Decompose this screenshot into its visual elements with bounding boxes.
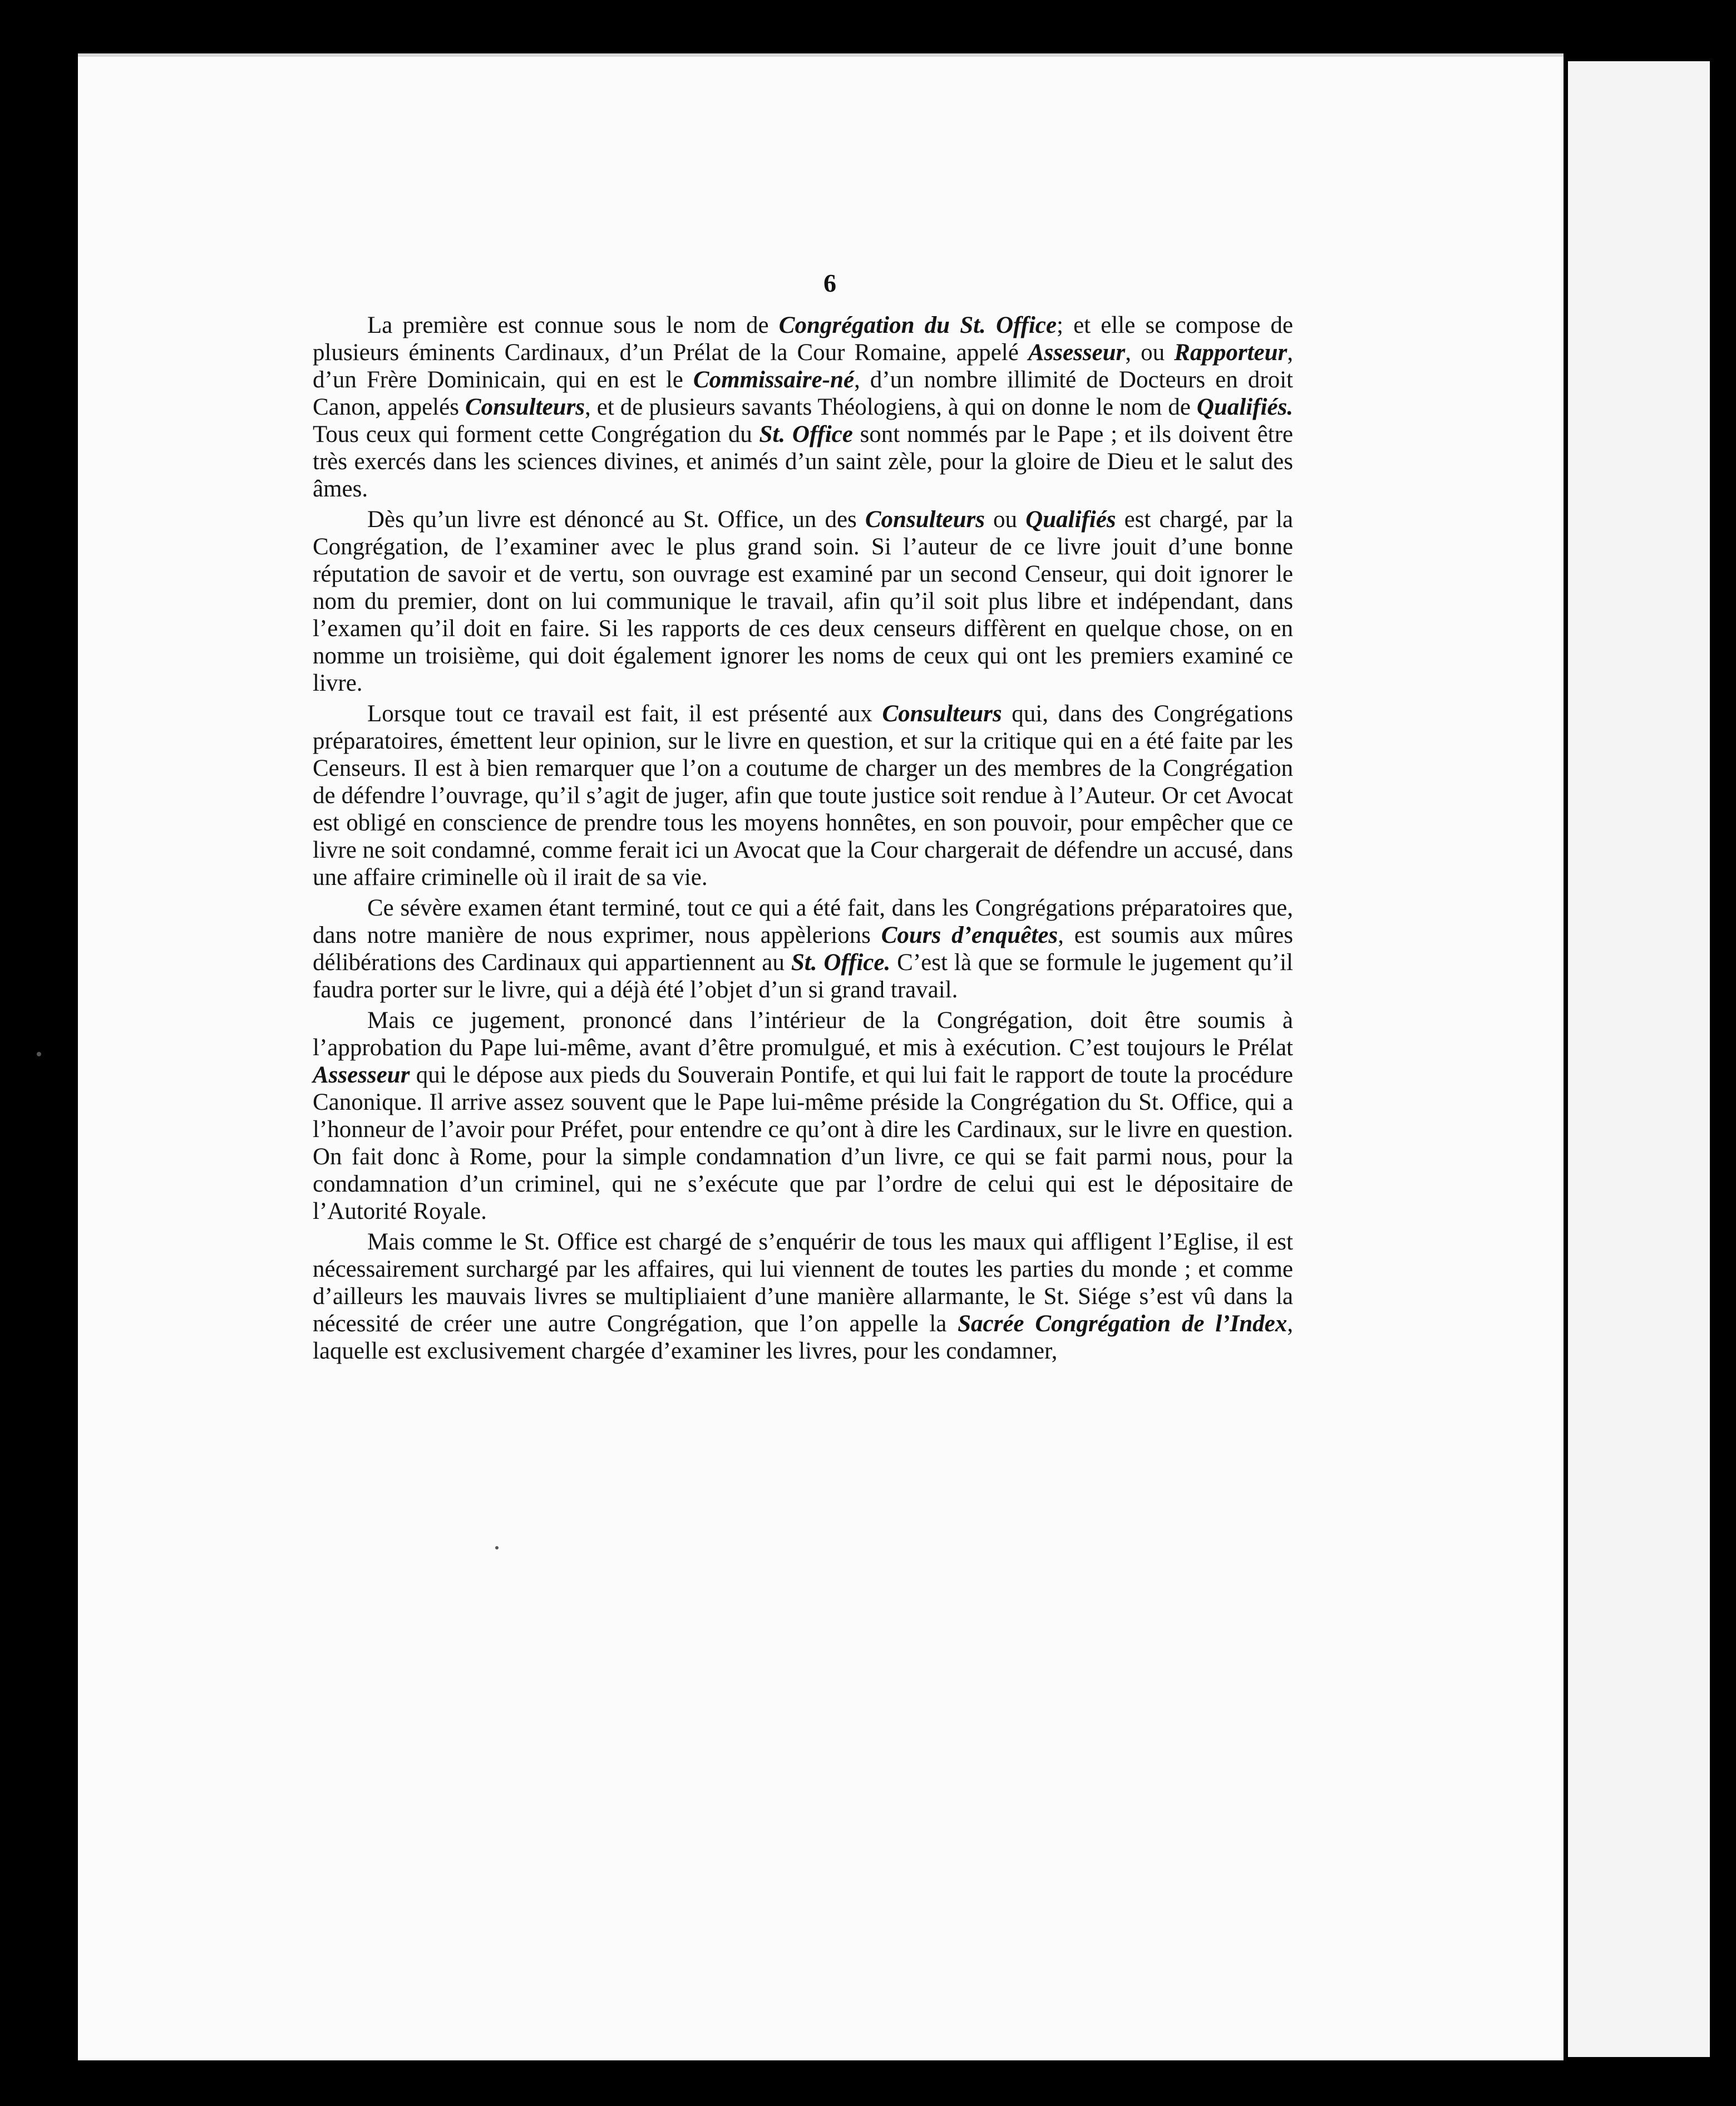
text-run: , d’un Frère Dominicain, qui en est le (313, 339, 1294, 393)
text-run: , ou (1125, 339, 1175, 366)
italic-term: Sacrée Congrégation de l’Index (958, 1311, 1288, 1337)
text-run: qui le dépose aux pieds du Souverain Pontife, et qui lui fait le rapport de toute la procédure Canonique. Il arrive assez souvent que le Pape lui-même préside la Congrégation du St. Office, qui a l’honneur de l’avoir pour Préfet, pour entendre ce qu’ont à dire les Cardinaux, sur le livre en question. On fait donc à Rome, pour la simple condamnation d’un livre, ce qui se fait parmi nous, pour la condamnation d’un criminel, qui ne s’exécute que par l’ordre de celui qui est le dépositaire de l’Autorité Royale. (313, 1062, 1293, 1224)
text-run: ; et elle se compose de plusieurs éminents Cardinaux, d’un Prélat de la Cour Romaine, appelé (313, 312, 1294, 366)
paragraph (313, 1228, 1293, 1365)
text-run: , est soumis aux mûres délibérations des Cardinaux qui appartiennent au (313, 922, 1293, 976)
text-run: Lorsque tout ce travail est fait, il est présenté aux (367, 701, 882, 727)
italic-term: Commissaire-né (693, 367, 854, 393)
italic-term: Congrégation du St. Office (778, 312, 1057, 338)
italic-term: Rapporteur (1174, 339, 1288, 366)
text-run: sont nommés par le Pape ; et ils doivent être très exercés dans les sciences divines, et animés d’un saint zèle, pour la gloire de Dieu et le salut des âmes. (313, 421, 1293, 502)
text-run: Tous ceux qui forment cette Congrégation du (313, 421, 760, 447)
text-run: ou (984, 506, 1026, 533)
text-run: est chargé, par la Congrégation, de l’examiner avec le plus grand soin. Si l’auteur de ce livre jouit d’une bonne réputation de savoir et de vertu, son ouvrage est examiné par un second Censeur, qui doit ignorer le nom du premier, dont on lui communique le travail, afin qu’il soit plus libre et indépendant, dans l’examen qu’il doit en faire. Si les rapports de ces deux censeurs diffèrent en quelque chose, on en nomme un troisième, qui doit également ignorer les noms de ceux qui ont les premiers examiné ce livre. (313, 506, 1293, 696)
paragraph (313, 1007, 1293, 1225)
italic-term: Consulteurs (882, 701, 1002, 727)
body-text (313, 312, 1293, 1368)
italic-term: Cours d’enquêtes (881, 922, 1058, 948)
paragraph (313, 312, 1293, 503)
text-run: Dès qu’un livre est dénoncé au St. Office, un des (367, 506, 865, 533)
italic-term: Consulteurs (865, 506, 985, 533)
text-run: C’est là que se formule le jugement qu’il faudra porter sur le livre, qui a déjà été l’objet d’un si grand travail. (313, 949, 1293, 1003)
italic-term: St. Office. (791, 949, 891, 976)
italic-term: Qualifiés. (1196, 394, 1293, 420)
text-run: Ce sévère examen étant terminé, tout ce qui a été fait, dans les Congrégations préparatoires que, dans notre manière de nous exprimer, nous appèlerions (313, 895, 1293, 948)
paragraph (313, 700, 1293, 891)
text-run: qui, dans des Congrégations préparatoires, émettent leur opinion, sur le livre en question, et sur la critique qui en a été faite par les Censeurs. Il est à bien remarquer que l’on a coutume de charger un des membres de la Congrégation de défendre l’ouvrage, qu’il s’agit de juger, afin que toute justice soit rendue à l’Auteur. Or cet Avocat est obligé en conscience de prendre tous les moyens honnêtes, en son pouvoir, pour empêcher que ce livre ne soit condamné, comme ferait ici un Avocat que la Cour chargerait de défendre un accusé, dans une affaire criminelle où il irait de sa vie. (313, 701, 1293, 890)
text-run: , et de plusieurs savants Théologiens, à qui on donne le nom de (585, 394, 1197, 420)
scan-speck (37, 1052, 41, 1056)
text-run: , laquelle est exclusivement chargée d’examiner les livres, pour les condamner, (313, 1311, 1293, 1364)
paragraph (313, 506, 1293, 697)
page-number: 6 (823, 269, 836, 297)
text-run: La première est connue sous le nom de (367, 312, 779, 338)
italic-term: Assesseur (313, 1062, 410, 1088)
text-run: Mais ce jugement, prononcé dans l’intérieur de la Congrégation, doit être soumis à l’approbation du Pape lui-même, avant d’être promulgué, et mis à exécution. C’est toujours le Prélat (313, 1007, 1293, 1061)
italic-term: Consulteurs (465, 394, 585, 420)
adjacent-page-edge (1568, 61, 1710, 2057)
paragraph (313, 894, 1293, 1003)
italic-term: Assesseur (1028, 339, 1126, 366)
text-run: , d’un nombre illimité de Docteurs en droit Canon, appelés (313, 367, 1293, 420)
italic-term: Qualifiés (1025, 506, 1116, 533)
text-run: Mais comme le St. Office est chargé de s’enquérir de tous les maux qui affligent l’Eglise, il est nécessairement surchargé par les affaires, qui lui viennent de toutes les parties du monde ; et comme d’ailleurs les mauvais livres se multipliaient d’une manière allarmante, le St. Siége s’est vû dans la nécessité de créer une autre Congrégation, que l’on appelle la (313, 1229, 1293, 1337)
italic-term: St. Office (759, 421, 853, 447)
scan-speck (495, 1546, 499, 1549)
